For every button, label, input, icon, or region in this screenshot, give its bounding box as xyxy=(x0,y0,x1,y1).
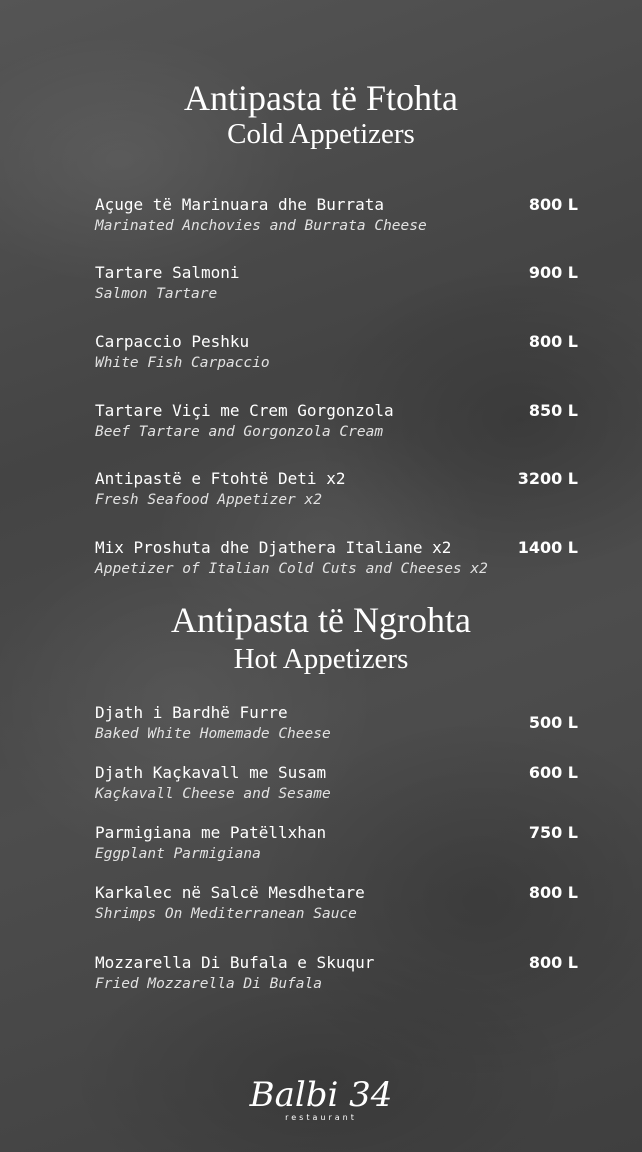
item-name: Carpaccio Peshku xyxy=(95,332,250,351)
item-name: Parmigiana me Patëllxhan xyxy=(95,823,327,842)
item-name: Antipastë e Ftohtë Deti x2 xyxy=(95,469,346,488)
cold-section-subtitle: Cold Appetizers xyxy=(227,118,415,150)
logo-name: Balbi 34 xyxy=(249,1075,393,1115)
item-price: 800 L xyxy=(528,883,578,902)
item-description: Eggplant Parmigiana xyxy=(95,846,261,862)
hot-section-title: Antipasta të Ngrohta xyxy=(171,600,471,640)
item-price: 900 L xyxy=(528,263,578,282)
item-price: 800 L xyxy=(528,332,578,351)
item-name: Tartare Salmoni xyxy=(95,263,240,282)
logo-tagline: restaurant xyxy=(285,1113,357,1122)
item-description: Salmon Tartare xyxy=(95,286,218,302)
item-name: Mozzarella Di Bufala e Skuqur xyxy=(95,953,375,972)
item-description: Kaçkavall Cheese and Sesame xyxy=(95,786,331,802)
item-price: 500 L xyxy=(528,713,578,732)
item-name: Karkalec në Salcë Mesdhetare xyxy=(95,883,365,902)
item-description: Beef Tartare and Gorgonzola Cream xyxy=(95,424,384,440)
item-description: White Fish Carpaccio xyxy=(95,355,270,371)
item-price: 750 L xyxy=(528,823,578,842)
hot-section-subtitle: Hot Appetizers xyxy=(233,643,409,675)
cold-section-title: Antipasta të Ftohta xyxy=(184,78,458,118)
item-price: 850 L xyxy=(528,401,578,420)
item-price: 800 L xyxy=(528,195,578,214)
item-price: 3200 L xyxy=(517,469,578,488)
restaurant-logo xyxy=(0,1075,642,1122)
item-name: Djath Kaçkavall me Susam xyxy=(95,763,327,782)
item-description: Marinated Anchovies and Burrata Cheese xyxy=(95,218,427,234)
item-price: 1400 L xyxy=(517,538,578,557)
item-description: Shrimps On Mediterranean Sauce xyxy=(95,906,357,922)
item-name: Açuge të Marinuara dhe Burrata xyxy=(95,195,384,214)
item-description: Fried Mozzarella Di Bufala xyxy=(95,976,322,992)
item-description: Baked White Homemade Cheese xyxy=(95,726,331,742)
item-price: 600 L xyxy=(528,763,578,782)
item-name: Djath i Bardhë Furre xyxy=(95,703,288,722)
item-name: Mix Proshuta dhe Djathera Italiane x2 xyxy=(95,538,452,557)
item-name: Tartare Viçi me Crem Gorgonzola xyxy=(95,401,394,420)
item-description: Appetizer of Italian Cold Cuts and Cheeses x2 xyxy=(95,561,488,577)
item-description: Fresh Seafood Appetizer x2 xyxy=(95,492,322,508)
item-price: 800 L xyxy=(528,953,578,972)
